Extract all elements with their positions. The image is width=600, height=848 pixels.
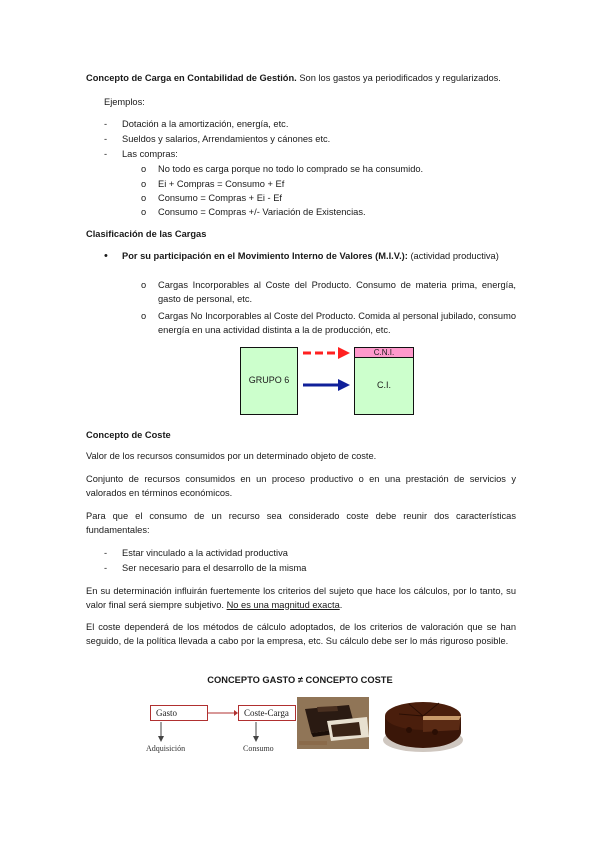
circle-bullet: o — [141, 207, 147, 217]
coste-p3: Para que el consumo de un recurso sea considerado coste debe reunir dos características fundamentales: — [86, 511, 516, 535]
example-item: Las compras: — [122, 149, 178, 159]
gasto-box: Gasto — [150, 705, 208, 721]
miv-bold: Por su participación en el Movimiento Interno de Valores (M.I.V.): — [122, 251, 408, 261]
carga-text: Son los gastos ya periodificados y regularizados. — [296, 73, 501, 83]
down-arrow-icon — [158, 722, 164, 742]
compras-item: Consumo = Compras + Ei - Ef — [158, 193, 283, 203]
disc-bullet: • — [104, 250, 108, 262]
cj-box: C.I. — [354, 357, 414, 415]
circle-bullet: o — [141, 193, 147, 203]
circle-bullet: o — [141, 311, 147, 321]
clasificacion-heading: Clasificación de las Cargas — [86, 229, 207, 239]
requirement-item: Estar vinculado a la actividad productiva — [122, 548, 288, 558]
coste-sub-label: Consumo — [243, 744, 274, 753]
example-item: Dotación a la amortización, energía, etc. — [122, 119, 289, 129]
compras-item: Ei + Compras = Consumo + Ef — [158, 179, 285, 189]
coste-p4-underline: No es una magnitud exacta — [226, 599, 340, 610]
circle-bullet: o — [141, 164, 147, 174]
blue-arrow-icon — [303, 379, 350, 391]
dash-bullet: - — [104, 548, 108, 558]
carga-type-item: Cargas No Incorporables al Coste del Producto. Comida al personal jubilado, consumo energía en una actividad distinta a la de producción, etc. — [158, 311, 516, 335]
down-arrow-icon — [253, 722, 259, 742]
dash-bullet: - — [104, 149, 108, 159]
dash-bullet: - — [104, 134, 108, 144]
dash-bullet: - — [104, 563, 108, 573]
example-item: Sueldos y salarios, Arrendamientos y cánones etc. — [122, 134, 331, 144]
requirement-item: Ser necesario para el desarrollo de la misma — [122, 563, 307, 573]
coste-p4-end: . — [339, 599, 343, 610]
coste-p2: Conjunto de recursos consumidos en un proceso productivo o en una prestación de servicios y valorados en términos económicos. — [86, 474, 516, 498]
dash-bullet: - — [104, 119, 108, 129]
coste-p5: El coste dependerá de los métodos de cálculo adoptados, de los criterios de valoración que se han seguido, de la política llevada a cabo por la empresa, etc. Su cálculo debe ser lo más riguroso posible. — [86, 622, 516, 646]
cni-box: C.N.I. — [354, 347, 414, 358]
gasto-coste-compare: CONCEPTO GASTO ≠ CONCEPTO COSTE — [207, 675, 393, 685]
grupo-box: GRUPO 6 — [240, 347, 298, 415]
chocolate-bar-image — [297, 697, 369, 749]
coste-p4 — [86, 585, 516, 612]
flow-right-arrow-icon — [208, 710, 238, 716]
dashed-red-arrow-icon — [303, 347, 350, 359]
diagram-arrows — [300, 345, 352, 395]
coste-p1: Valor de los recursos consumidos por un determinado objeto de coste. — [86, 451, 377, 461]
compras-item: No todo es carga porque no todo lo comprado se ha consumido. — [158, 164, 424, 174]
coste-carga-box: Coste-Carga — [238, 705, 296, 721]
chocolate-cake-image — [379, 690, 467, 754]
compras-item: Consumo = Compras +/- Variación de Existencias. — [158, 207, 366, 217]
carga-heading: Concepto de Carga en Contabilidad de Gestión. — [86, 73, 297, 83]
miv-paragraph — [122, 250, 516, 264]
coste-p4-main: En su determinación influirán fuertemente los criterios del sujeto que hace los cálculos, por lo tanto, su valor final será siempre subjetivo. — [86, 586, 516, 610]
gasto-sub-label: Adquisición — [146, 744, 186, 753]
circle-bullet: o — [141, 179, 147, 189]
carga-type-item: Cargas Incorporables al Coste del Producto. Consumo de materia prima, energía, gasto de personal, etc. — [158, 280, 516, 304]
circle-bullet: o — [141, 280, 147, 290]
ejemplos-label: Ejemplos: — [104, 97, 145, 107]
miv-rest: (actividad productiva) — [407, 251, 499, 261]
carga-intro — [86, 72, 526, 86]
coste-heading: Concepto de Coste — [86, 430, 171, 440]
